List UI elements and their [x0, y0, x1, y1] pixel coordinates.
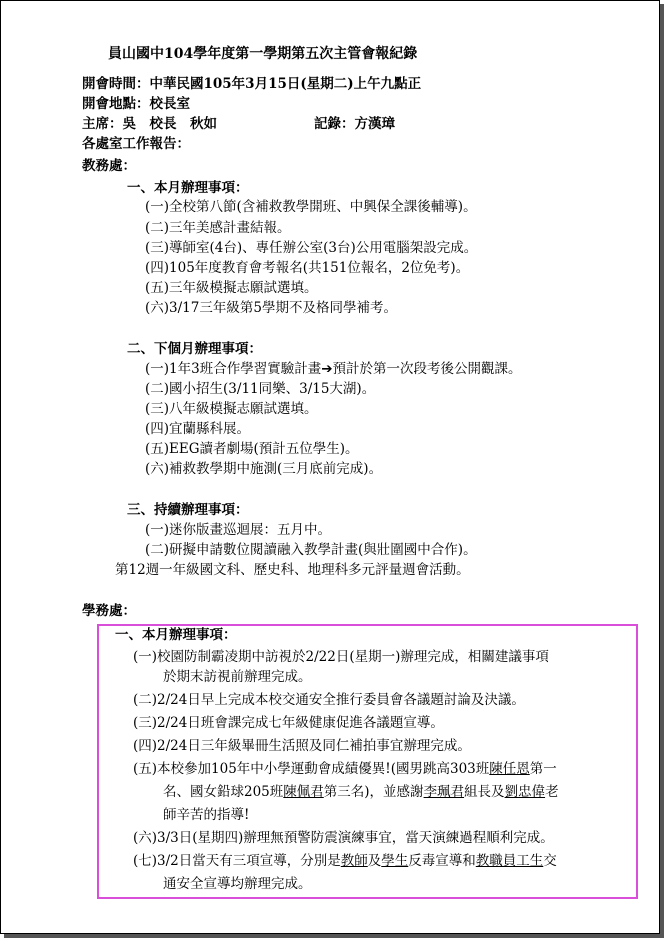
- meeting-chair: 主席：吳 校長 秋如: [82, 116, 217, 132]
- text-segment: (七)3/2日當天有三項宣導，分別是: [133, 853, 341, 869]
- student-item-7a: [133, 852, 557, 870]
- teacher-name: 劉忠偉: [504, 784, 546, 800]
- academic-next-month-item: (二)國小招生(3/11同樂、3/15大湖)。: [145, 381, 376, 397]
- text-segment: 交: [543, 853, 557, 869]
- student-this-month-heading: 一、本月辦理事項：: [115, 627, 237, 643]
- student-item-6: (六)3/3日(星期四)辦理無預警防震演練事宜，當天演練過程順利完成。: [133, 830, 554, 846]
- text-segment: 第一: [529, 761, 557, 777]
- student-affairs-heading: 學務處：: [82, 603, 136, 619]
- academic-ongoing-heading: 三、持續辦理事項：: [127, 502, 249, 518]
- academic-ongoing-item: (一)迷你版畫巡迴展：五月中。: [145, 522, 332, 538]
- text-segment: 第三名)，並感謝: [323, 784, 424, 800]
- text-segment: (五)本校參加105年中小學運動會成績優異!(國男跳高303班: [133, 761, 490, 777]
- academic-next-month-item: (一)1年3班合作學習實驗計畫➔預計於第一次段考後公開觀課。: [145, 361, 522, 377]
- academic-this-month-item: (六)3/17三年級第5學期不及格同學補考。: [145, 300, 397, 316]
- student-item-1a: (一)校園防制霸凌期中訪視於2/22日(星期一)辦理完成，相關建議事項: [133, 649, 549, 665]
- academic-this-month-heading: 一、本月辦理事項：: [127, 180, 249, 196]
- academic-next-month-item: (四)宜蘭縣科展。: [145, 421, 251, 437]
- student-item-1b: 於期末訪視前辦理完成。: [163, 669, 312, 685]
- student-item-5c: 師辛苦的指導!: [163, 807, 250, 823]
- meeting-time: 開會時間：中華民國105年3月15日(星期二)上午九點正: [82, 76, 422, 92]
- underlined-term: 學生: [381, 853, 409, 869]
- reports-heading: 各處室工作報告：: [82, 136, 190, 152]
- academic-next-month-item: (六)補救教學期中施測(三月底前完成)。: [145, 461, 383, 477]
- document-title: 員山國中104學年度第一學期第五次主管會報紀錄: [108, 46, 418, 62]
- academic-this-month-item: (三)導師室(4台)、專任辦公室(3台)公用電腦架設完成。: [145, 240, 478, 256]
- student-name: 陳任恩: [489, 761, 530, 777]
- meeting-recorder: 記錄：方漢璋: [314, 116, 395, 132]
- text-segment: 反毒宣導和: [408, 853, 476, 869]
- text-segment: 組長及: [464, 784, 505, 800]
- underlined-term: 教職員工生: [475, 853, 544, 869]
- academic-this-month-item: (四)105年度教育會考報名(共151位報名，2位免考)。: [145, 260, 470, 276]
- academic-week-note: 第12週一年級國文科、歷史科、地理科多元評量週會活動。: [115, 562, 470, 578]
- student-item-7b: 通安全宣導均辦理完成。: [163, 876, 312, 892]
- academic-this-month-item: (二)三年美感計畫結報。: [145, 220, 291, 236]
- text-segment: 及: [367, 853, 382, 869]
- underlined-term: 教師: [340, 853, 368, 869]
- academic-heading: 教務處：: [82, 158, 136, 174]
- staff-name: 李珮君: [423, 784, 465, 800]
- student-item-5a: [133, 760, 557, 778]
- student-item-2: (二)2/24日早上完成本校交通安全推行委員會各議題討論及決議。: [133, 692, 525, 708]
- academic-this-month-item: (五)三年級模擬志願試選填。: [145, 280, 318, 296]
- meeting-place: 開會地點：校長室: [82, 96, 190, 112]
- student-item-4: (四)2/24日三年級畢冊生活照及同仁補拍事宜辦理完成。: [133, 738, 471, 754]
- academic-next-month-heading: 二、下個月辦理事項：: [127, 341, 262, 357]
- student-item-5b: [163, 783, 559, 801]
- academic-ongoing-item: (二)研擬申請數位閱讀融入教學計畫(與壯圍國中合作)。: [145, 542, 477, 558]
- text-segment: 老: [545, 784, 559, 800]
- text-segment: 名、國女鉛球205班: [163, 784, 284, 800]
- student-item-3: (三)2/24日班會課完成七年級健康促進各議題宣導。: [133, 715, 444, 731]
- academic-next-month-item: (三)八年級模擬志願試選填。: [145, 401, 318, 417]
- student-name: 陳佩君: [283, 784, 324, 800]
- academic-this-month-item: (一)全校第八節(含補救教學開班、中興保全課後輔導)。: [145, 199, 477, 215]
- academic-next-month-item: (五)EEG讀者劇場(預計五位學生)。: [145, 441, 359, 457]
